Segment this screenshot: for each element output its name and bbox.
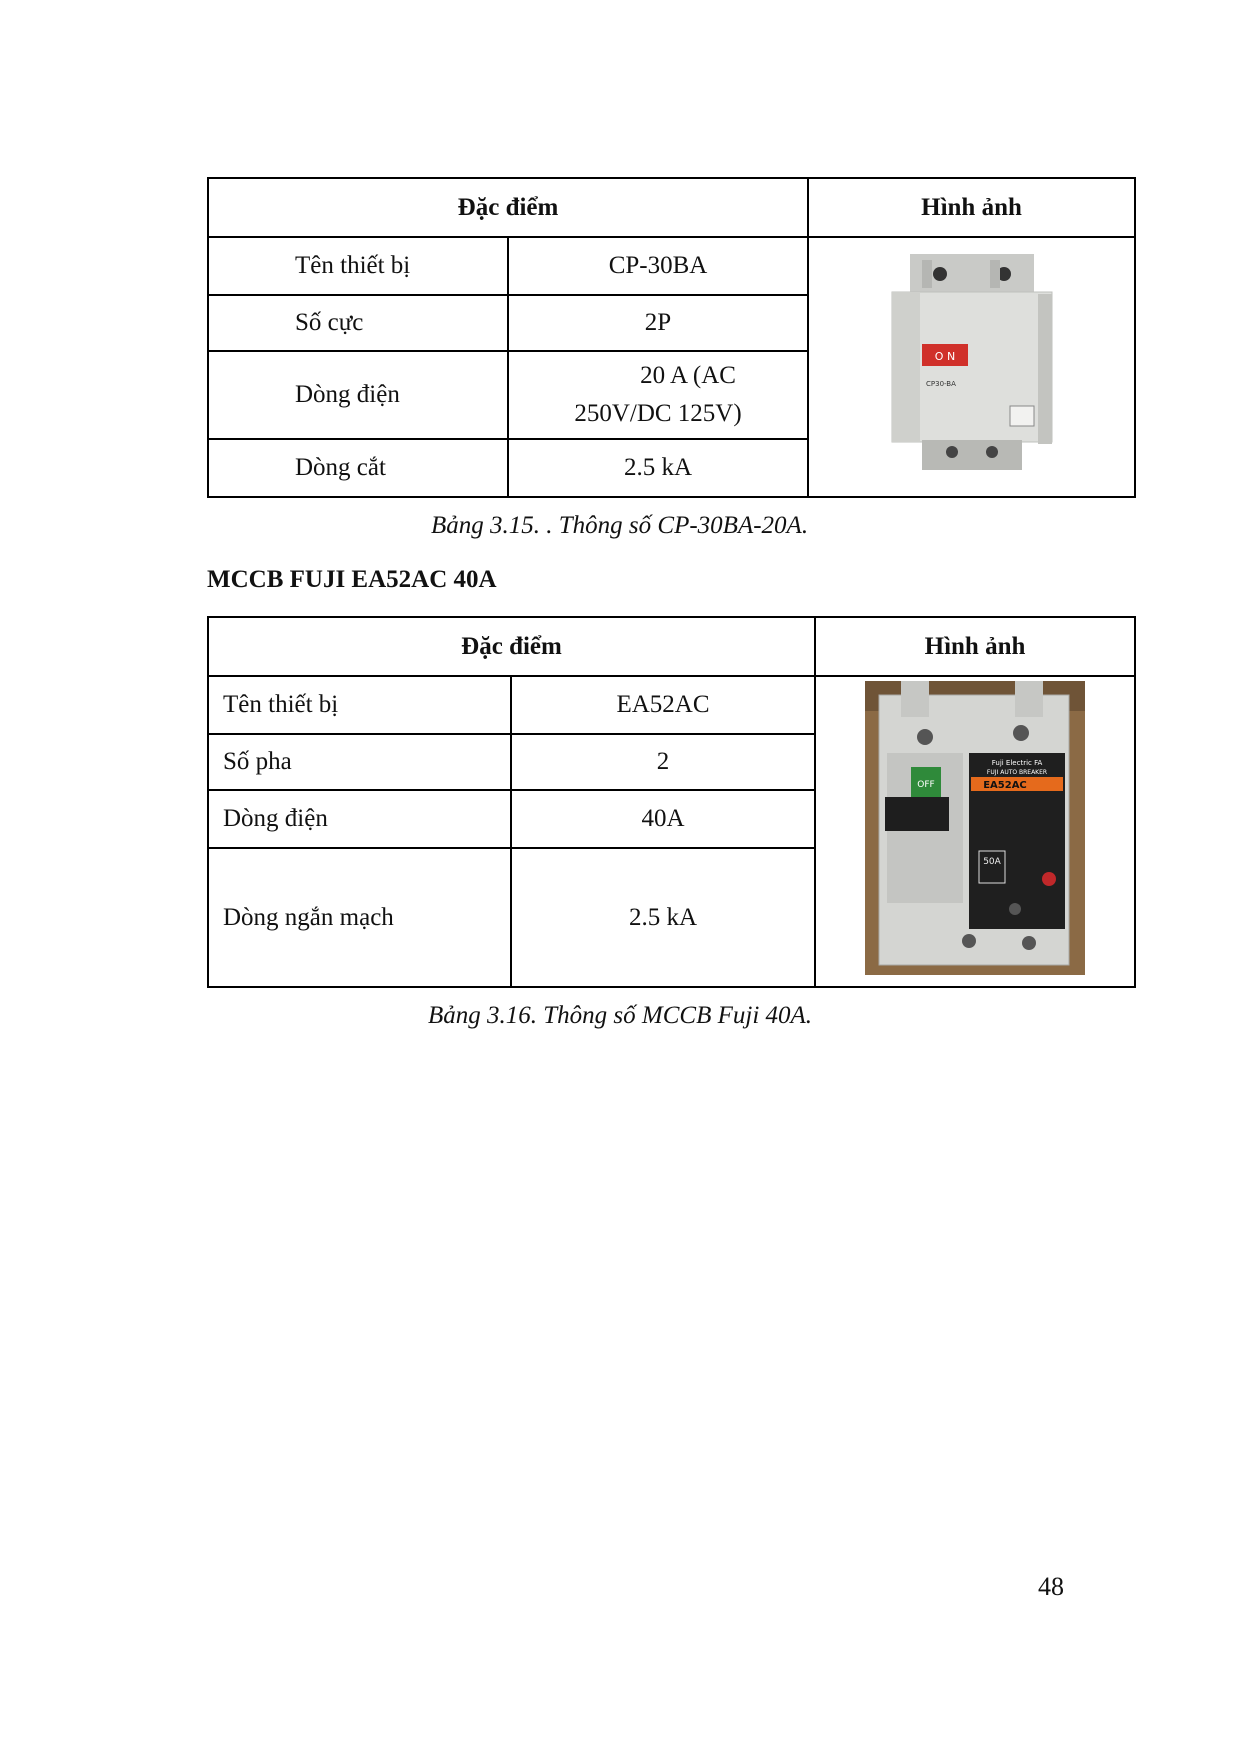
row-value: 2.5 kA [511,848,815,987]
row-label: Tên thiết bị [208,237,508,295]
row-label: Dòng ngắn mạch [208,848,511,987]
model-label: EA52AC [983,780,1027,791]
row-value: 40A [511,790,815,848]
image-cell [808,237,1135,497]
row-label: Dòng điện [208,351,508,439]
rating-label: 50A [983,857,1001,867]
table-header-image: Hình ảnh [808,178,1135,237]
row-label: Số pha [208,734,511,790]
mccb-breaker-photo [865,681,1085,975]
row-label: Tên thiết bị [208,676,511,734]
table-caption: Bảng 3.16. Thông số MCCB Fuji 40A. [428,1002,813,1029]
row-value [508,351,808,439]
model-marking: CP30-BA [925,379,956,388]
table-header-image: Hình ảnh [815,617,1135,676]
row-value: 2 [511,734,815,790]
circuit-protector-photo [882,254,1062,474]
section-heading: MCCB FUJI EA52AC 40A [207,566,497,593]
on-switch-label: O N [934,349,955,363]
off-indicator-label: OFF [917,780,935,790]
row-label: Dòng cắt [208,439,508,497]
image-cell [815,676,1135,987]
brand-line-1: Fuji Electric FA [991,759,1043,767]
row-value-line: 250V/DC 125V) [574,400,742,427]
row-value-line: 20 A (AC [640,362,736,389]
row-value: 2P [508,295,808,351]
table-row [208,676,1135,734]
row-value: CP-30BA [508,237,808,295]
row-label: Dòng điện [208,790,511,848]
table-header-features: Đặc điểm [208,178,808,237]
spec-table-mccb-fuji [207,616,1136,988]
page-number: 48 [1038,1572,1064,1601]
table-header-features: Đặc điểm [208,617,815,676]
table-caption: Bảng 3.15. . Thông số CP-30BA-20A. [431,512,809,539]
spec-table-cp30ba [207,177,1136,498]
brand-line-2: FUJI AUTO BREAKER [986,769,1048,776]
row-value: 2.5 kA [508,439,808,497]
row-label: Số cực [208,295,508,351]
table-row [208,237,1135,295]
row-value: EA52AC [511,676,815,734]
